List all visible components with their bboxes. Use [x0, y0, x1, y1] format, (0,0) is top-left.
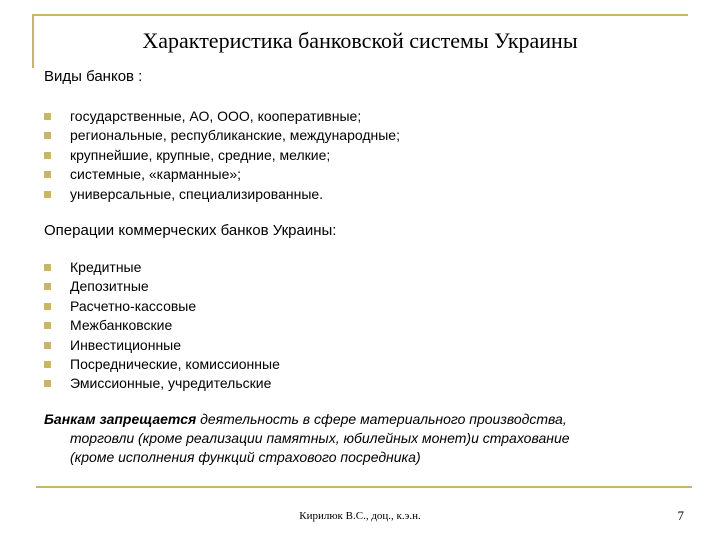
square-bullet-icon [44, 113, 51, 120]
square-bullet-icon [44, 191, 51, 198]
list-item [44, 165, 400, 184]
prohibition-line-3: (кроме исполнения функций страхового посредника) [70, 449, 421, 465]
list-item-text: Посреднические, комиссионные [70, 355, 280, 372]
square-bullet-icon [44, 380, 51, 387]
list-item-text: Межбанковские [70, 317, 173, 334]
list-item-text: системные, «карманные»; [70, 166, 242, 183]
prohibition-paragraph [44, 410, 674, 467]
list-item-text: Кредитные [70, 259, 142, 275]
list-item-text: региональные, республиканские, международные; [70, 127, 400, 144]
prohibition-line-1: деятельность в сфере материального производства, [196, 411, 567, 427]
list-item [44, 336, 280, 355]
list-item [44, 374, 280, 393]
list-item-text: крупнейшие, крупные, средние, мелкие; [70, 146, 331, 163]
list-item-text: Расчетно-кассовые [70, 297, 197, 314]
square-bullet-icon [44, 264, 51, 271]
list-item [44, 277, 280, 296]
prohibition-lead: Банкам запрещается [44, 411, 197, 427]
footer-author: Кирилюк В.С., доц., к.э.н. [299, 510, 421, 522]
list-item-text: государственные, АО, ООО, кооперативные; [70, 108, 362, 124]
operations-list [44, 258, 280, 394]
bank-types-heading: Виды банков : [44, 68, 143, 85]
square-bullet-icon [44, 342, 51, 349]
list-item [44, 126, 400, 145]
list-item [44, 316, 280, 335]
frame-left-rule [32, 14, 34, 68]
page-number: 7 [677, 508, 684, 523]
slide-title: Характеристика банковской системы Украины [142, 28, 578, 53]
list-item [44, 107, 400, 126]
square-bullet-icon [44, 132, 51, 139]
square-bullet-icon [44, 171, 51, 178]
list-item-text: Депозитные [70, 278, 149, 295]
list-item [44, 146, 400, 165]
square-bullet-icon [44, 283, 51, 290]
square-bullet-icon [44, 152, 51, 159]
list-item [44, 185, 400, 204]
square-bullet-icon [44, 303, 51, 310]
frame-top-rule [32, 14, 688, 16]
list-item [44, 258, 280, 277]
list-item-text: универсальные, специализированные. [70, 185, 324, 202]
operations-heading: Операции коммерческих банков Украины: [44, 222, 337, 239]
prohibition-line-2: торговли (кроме реализации памятных, юбилейных монет)и страхование [70, 430, 570, 446]
list-item [44, 355, 280, 374]
square-bullet-icon [44, 361, 51, 368]
square-bullet-icon [44, 322, 51, 329]
footer-rule [36, 486, 692, 488]
list-item [44, 297, 280, 316]
list-item-text: Эмиссионные, учредительские [70, 375, 272, 392]
bank-types-list [44, 107, 400, 204]
list-item-text: Инвестиционные [70, 336, 182, 353]
